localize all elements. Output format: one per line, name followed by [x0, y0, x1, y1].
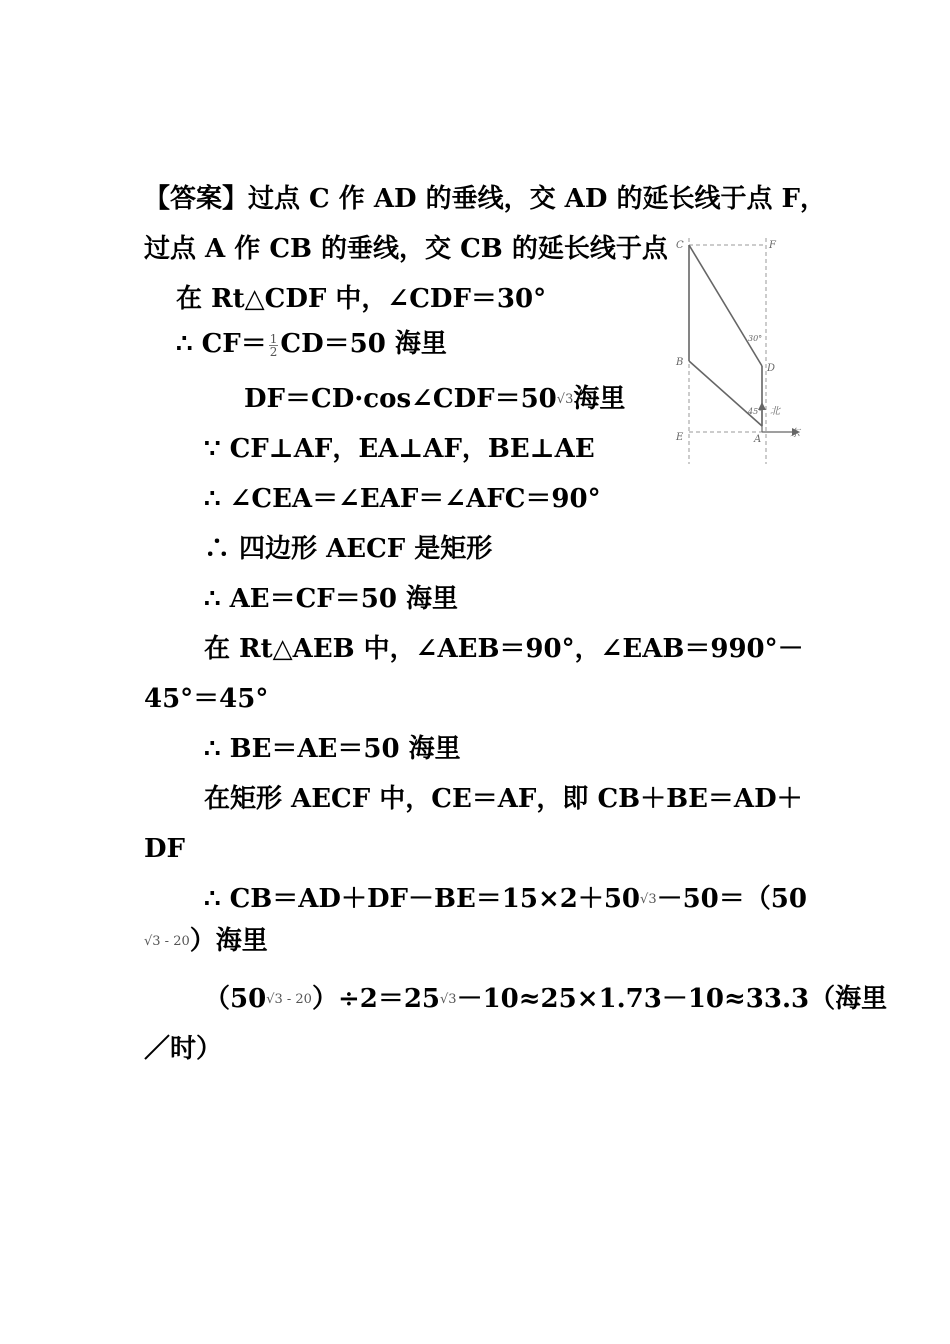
step-line-12	[204, 734, 461, 764]
answer-text: 过点 A 作 CB 的垂线，交 CB 的延长线于点	[144, 234, 668, 264]
step-text: ∵ CF⊥AF，EA⊥AF，BE⊥AE	[204, 434, 595, 464]
sqrt-image: √3	[556, 392, 574, 407]
fraction-numerator: 1	[269, 331, 278, 346]
step-text: －50＝（50	[656, 884, 807, 914]
step-line-16	[144, 926, 268, 957]
east-label: 东	[790, 428, 800, 439]
label-e: E	[676, 432, 684, 443]
step-line-8	[204, 534, 492, 564]
sqrt-expression-image: √3 - 20	[266, 992, 312, 1007]
sqrt-image: √3	[640, 892, 657, 907]
step-text: 在矩形 AECF 中，CE＝AF，即 CB＋BE＝AD＋	[204, 784, 803, 814]
step-text: －10≈25×1.73－10≈33.3（海里	[456, 984, 888, 1014]
step-text: 海里	[573, 384, 626, 414]
step-line-13	[204, 784, 803, 814]
step-text: ∴ AE＝CF＝50 海里	[204, 584, 458, 614]
step-text: ∴ ∠CEA＝∠EAF＝∠AFC＝90°	[204, 484, 601, 514]
step-line-11	[144, 684, 268, 714]
step-line-4	[176, 329, 447, 359]
step-line-9	[204, 584, 458, 614]
sqrt-expression-image: √3 - 20	[144, 934, 190, 949]
step-text: DF	[144, 834, 186, 864]
step-text: （50	[204, 984, 267, 1014]
label-c: C	[676, 240, 684, 251]
answer-line-2	[144, 234, 668, 264]
step-text: ∴ 四边形 AECF 是矩形	[204, 534, 493, 564]
segment-ba	[689, 361, 762, 426]
step-text: ∴ CF＝	[176, 329, 267, 359]
label-d: D	[767, 363, 776, 374]
segment-cd	[689, 245, 762, 366]
step-text: 45°＝45°	[144, 684, 269, 714]
step-text: ）÷2＝25	[311, 984, 441, 1014]
step-line-17	[204, 984, 887, 1015]
label-a: A	[754, 434, 762, 445]
sqrt-image: √3	[440, 992, 457, 1007]
label-b: B	[676, 357, 684, 368]
answer-line-1	[144, 184, 826, 214]
step-line-3	[176, 284, 546, 314]
step-line-18	[144, 1034, 222, 1064]
step-text: DF＝CD·cos∠CDF＝50	[244, 384, 557, 414]
step-text: ）海里	[189, 926, 268, 956]
north-label: 北	[770, 406, 780, 417]
label-f: F	[769, 240, 776, 251]
geometry-figure	[662, 228, 812, 468]
step-text: ／时）	[144, 1034, 223, 1064]
answer-text: 【答案】过点 C 作 AD 的垂线，交 AD 的延长线于点 F，	[144, 184, 826, 214]
step-text: 在 Rt△AEB 中，∠AEB＝90°，∠EAB＝990°－	[204, 634, 804, 664]
step-text: ∴ BE＝AE＝50 海里	[204, 734, 461, 764]
step-line-5	[244, 384, 625, 415]
step-line-14	[144, 834, 185, 864]
step-line-15	[204, 884, 807, 915]
step-line-7	[204, 484, 601, 514]
step-text: 在 Rt△CDF 中，∠CDF＝30°	[176, 284, 547, 314]
step-line-10	[204, 634, 804, 664]
angle-45-label: 45°	[748, 407, 763, 416]
fraction-denominator: 2	[269, 344, 278, 359]
step-line-6	[204, 434, 595, 464]
fraction-one-half	[269, 333, 279, 358]
angle-30-label: 30°	[748, 334, 763, 343]
step-text: ∴ CB＝AD＋DF－BE＝15×2＋50	[204, 884, 641, 914]
step-text: CD＝50 海里	[280, 329, 447, 359]
